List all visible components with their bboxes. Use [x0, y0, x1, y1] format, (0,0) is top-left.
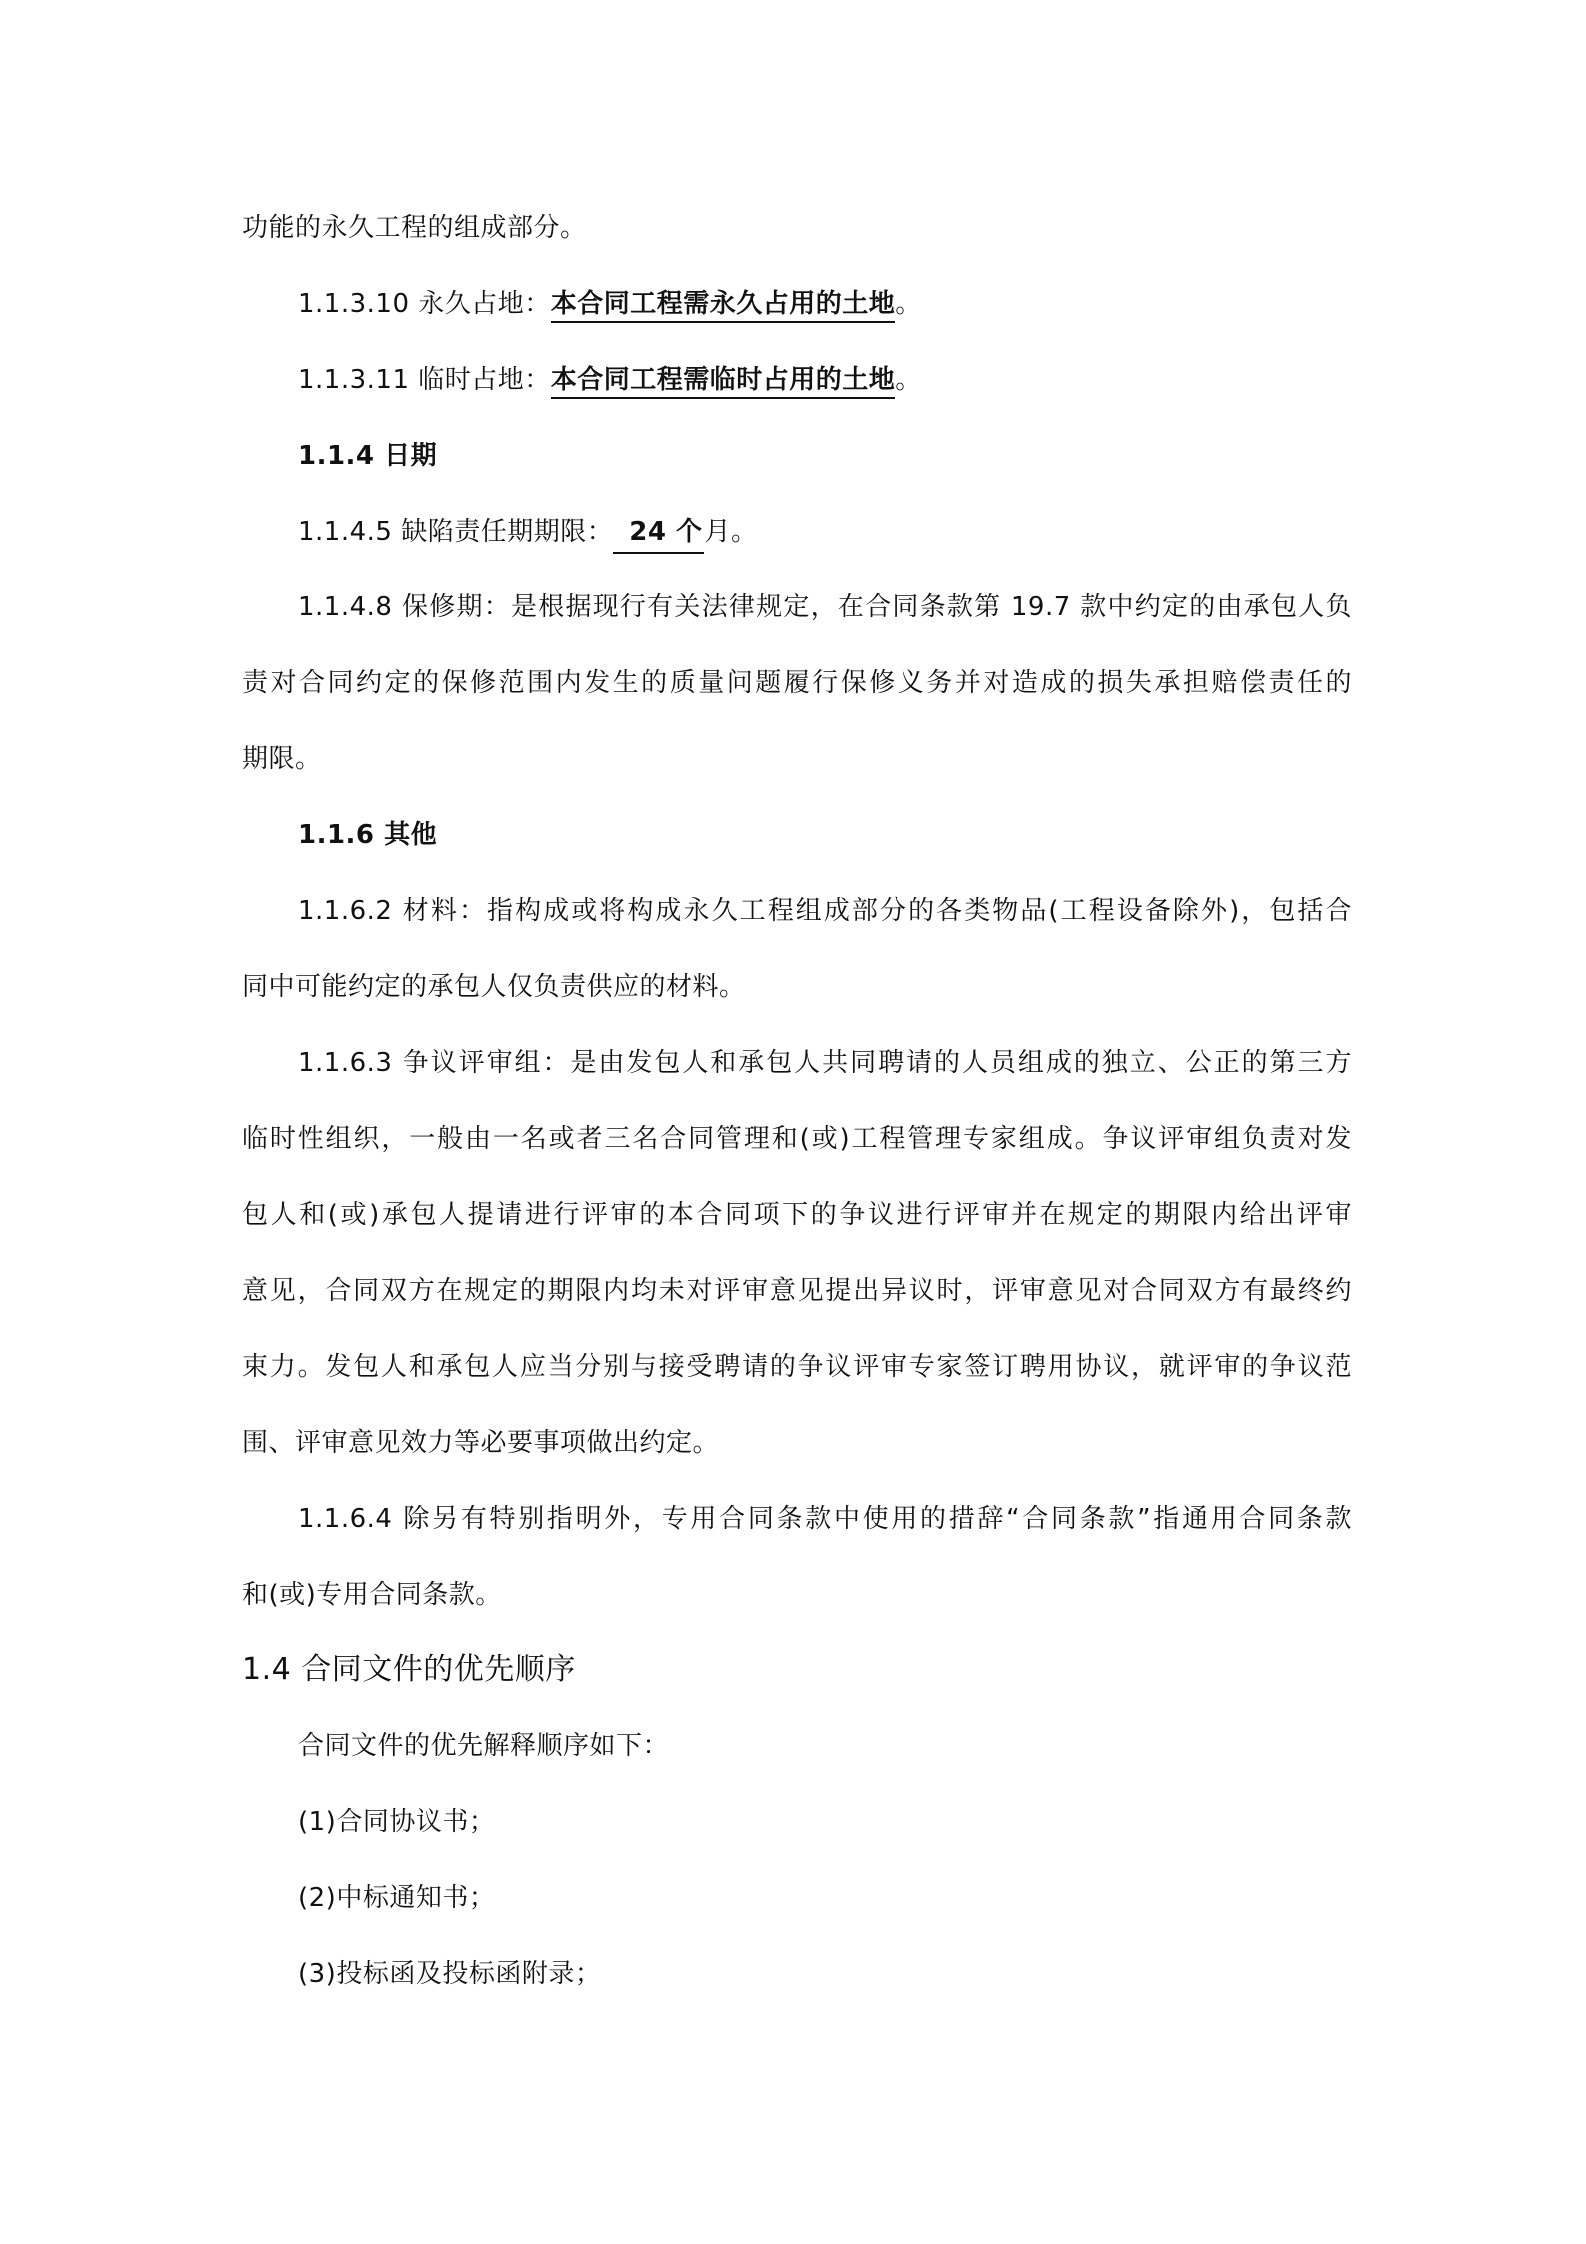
clause-label: 1.1.3.10 永久占地： — [298, 289, 551, 319]
text-line: 1.1.6.3 争议评审组：是由发包人和承包人共同聘请的人员组成的独立、公正的第三方 — [298, 1048, 1352, 1078]
text-line: 束力。发包人和承包人应当分别与接受聘请的争议评审专家签订聘用协议，就评审的争议范 — [242, 1352, 1352, 1382]
text-line: 围、评审意见效力等必要事项做出约定。 — [242, 1428, 720, 1458]
clause-temporary-land — [298, 362, 1352, 398]
list-item: (1)合同协议书； — [298, 1807, 496, 1837]
underlined-value: 本合同工程需临时占用的土地 — [551, 365, 896, 399]
filled-blank: 24 个 — [613, 514, 704, 554]
text-line: 包人和(或)承包人提请进行评审的本合同项下的争议进行评审并在规定的期限内给出评审 — [242, 1200, 1352, 1230]
text-line: 临时性组织，一般由一名或者三名合同管理和(或)工程管理专家组成。争议评审组负责对发 — [242, 1124, 1352, 1154]
text-line: 责对合同约定的保修范围内发生的质量问题履行保修义务并对造成的损失承担赔偿责任的 — [242, 668, 1352, 698]
text-line: 1.1.4.8 保修期：是根据现行有关法律规定，在合同条款第 19.7 款中约定的由承包人负 — [298, 592, 1352, 622]
underlined-value: 本合同工程需永久占用的土地 — [551, 289, 896, 323]
text-line: 1.1.6.4 除另有特别指明外，专用合同条款中使用的措辞“合同条款”指通用合同条款 — [298, 1504, 1352, 1534]
clause-permanent-land — [298, 286, 1352, 322]
clause-label: 1.1.3.11 临时占地： — [298, 365, 551, 395]
clause-label: 1.1.4.5 缺陷责任期期限： — [298, 517, 614, 547]
text-line: 同中可能约定的承包人仅负责供应的材料。 — [242, 972, 746, 1002]
section-heading-other: 1.1.6 其他 — [298, 820, 438, 850]
clause-end: 。 — [895, 365, 922, 395]
section-heading-dates: 1.1.4 日期 — [298, 441, 438, 471]
clause-end: 月。 — [704, 517, 758, 547]
text-line: 功能的永久工程的组成部分。 — [242, 213, 587, 243]
section-heading-priority: 1.4 合同文件的优先顺序 — [242, 1652, 576, 1687]
clause-end: 。 — [895, 289, 922, 319]
text-line: 合同文件的优先解释顺序如下： — [298, 1731, 670, 1761]
text-line: 期限。 — [242, 744, 322, 774]
clause-defect-liability-period — [298, 514, 1352, 554]
text-line: 意见，合同双方在规定的期限内均未对评审意见提出异议时，评审意见对合同双方有最终约 — [242, 1276, 1352, 1306]
text-line: 和(或)专用合同条款。 — [242, 1580, 502, 1610]
list-item: (3)投标函及投标函附录； — [298, 1959, 602, 1989]
list-item: (2)中标通知书； — [298, 1883, 496, 1913]
text-line: 1.1.6.2 材料：指构成或将构成永久工程组成部分的各类物品(工程设备除外)，包括合 — [298, 896, 1352, 926]
